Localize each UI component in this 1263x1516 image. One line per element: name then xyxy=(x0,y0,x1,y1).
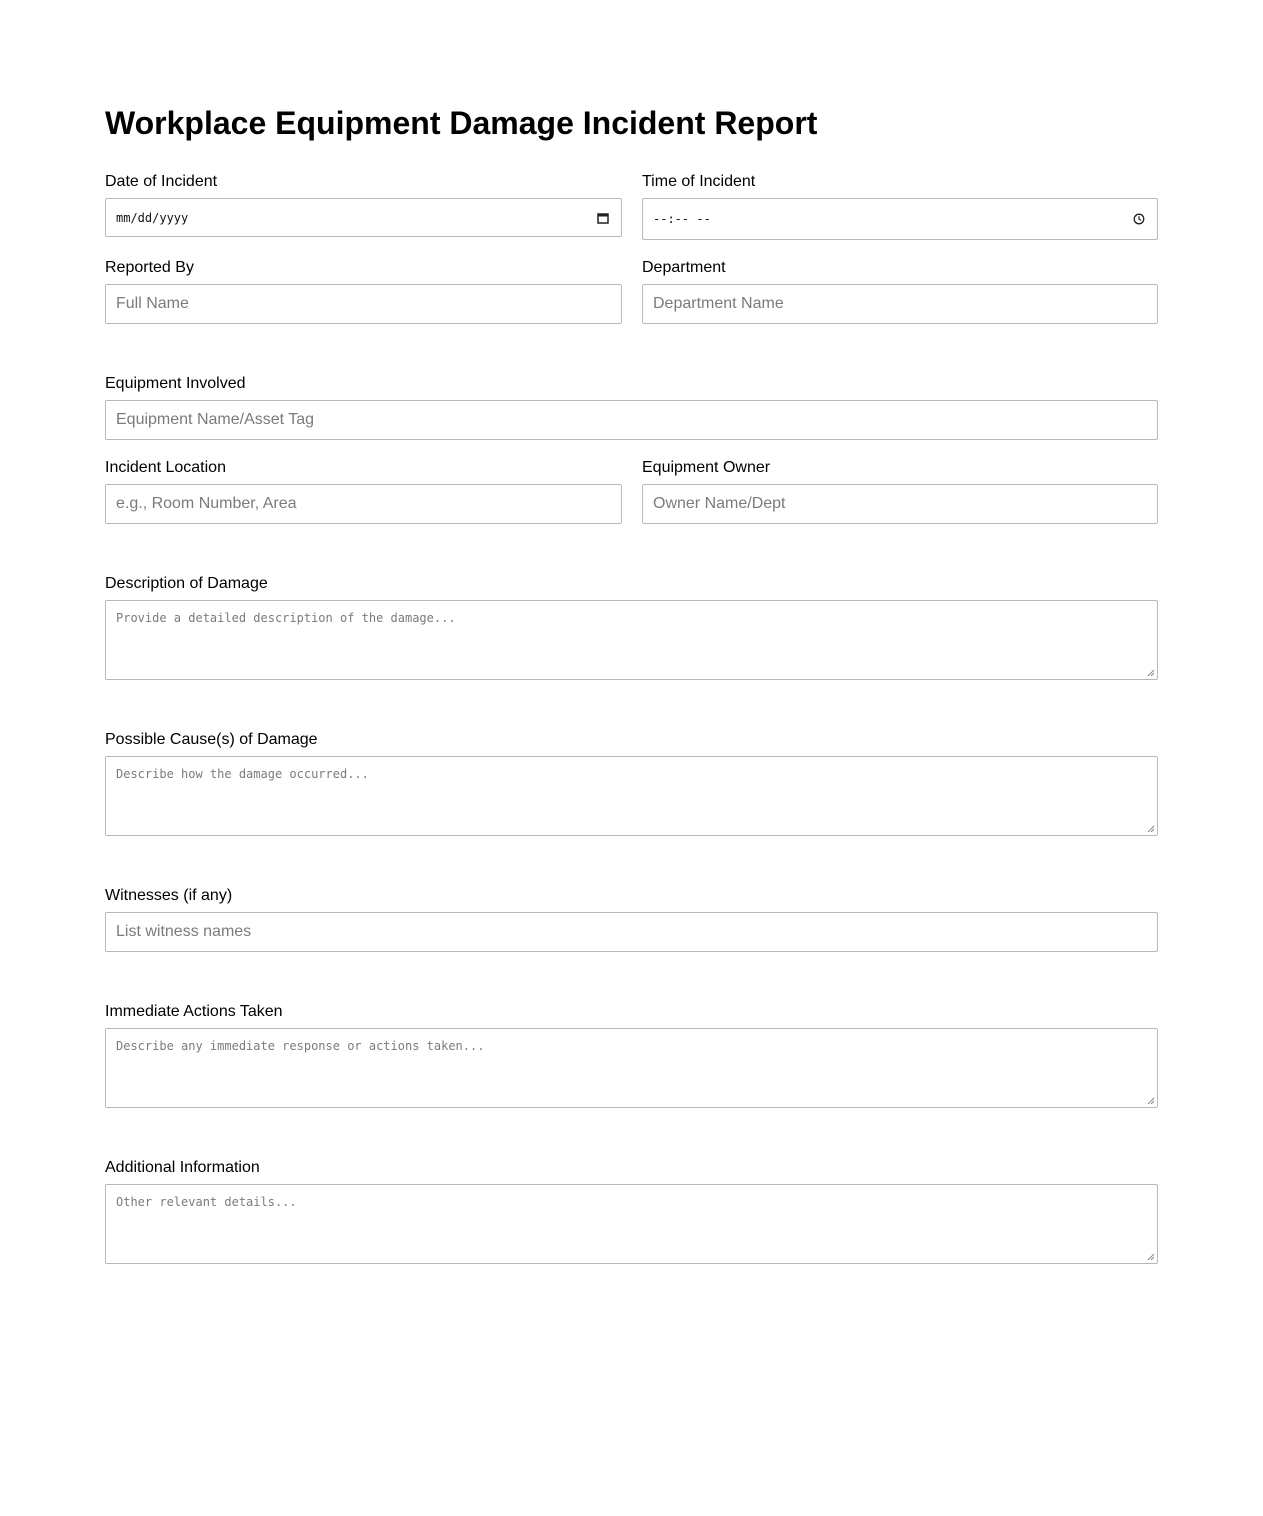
department-input[interactable] xyxy=(642,284,1158,324)
page-title: Workplace Equipment Damage Incident Report xyxy=(105,105,818,141)
department-label: Department xyxy=(642,259,726,276)
resize-handle-icon[interactable] xyxy=(1145,1251,1155,1261)
resize-handle-icon[interactable] xyxy=(1145,823,1155,833)
immediate-actions-label: Immediate Actions Taken xyxy=(105,1003,283,1020)
equipment-owner-field-group xyxy=(642,459,1158,512)
possible-causes-label: Possible Cause(s) of Damage xyxy=(105,731,318,748)
date-field-group xyxy=(105,173,622,225)
immediate-actions-field-group xyxy=(105,1003,1158,1053)
time-field-group xyxy=(642,173,1158,226)
equipment-owner-input[interactable] xyxy=(642,484,1158,524)
additional-info-placeholder: Other relevant details... xyxy=(116,1195,297,1209)
time-of-incident-input[interactable] xyxy=(642,198,1158,240)
incident-location-label: Incident Location xyxy=(105,459,226,476)
incident-location-placeholder: e.g., Room Number, Area xyxy=(116,495,297,512)
calendar-icon[interactable] xyxy=(597,212,609,224)
equipment-involved-label: Equipment Involved xyxy=(105,375,246,392)
resize-handle-icon[interactable] xyxy=(1145,667,1155,677)
clock-icon[interactable] xyxy=(1133,213,1145,225)
description-placeholder: Provide a detailed description of the damage... xyxy=(116,611,456,625)
equipment-involved-input[interactable] xyxy=(105,400,1158,440)
additional-info-field-group xyxy=(105,1159,1158,1209)
date-of-incident-input[interactable] xyxy=(105,198,622,237)
possible-causes-field-group xyxy=(105,731,1158,781)
witnesses-label: Witnesses (if any) xyxy=(105,887,233,904)
additional-info-label: Additional Information xyxy=(105,1159,260,1176)
reported-by-label: Reported By xyxy=(105,259,194,276)
possible-causes-textarea[interactable] xyxy=(105,756,1158,836)
incident-location-input[interactable] xyxy=(105,484,622,524)
time-label: Time of Incident xyxy=(642,173,756,190)
immediate-actions-placeholder: Describe any immediate response or actions taken... xyxy=(116,1039,485,1053)
description-of-damage-textarea[interactable] xyxy=(105,600,1158,680)
immediate-actions-textarea[interactable] xyxy=(105,1028,1158,1108)
date-label: Date of Incident xyxy=(105,173,218,190)
department-field-group xyxy=(642,259,1158,312)
witnesses-input[interactable] xyxy=(105,912,1158,952)
incident-location-field-group xyxy=(105,459,622,512)
equipment-involved-field-group xyxy=(105,375,1158,428)
department-placeholder: Department Name xyxy=(653,295,784,312)
time-placeholder: --:-- -- xyxy=(653,212,711,226)
equipment-involved-placeholder: Equipment Name/Asset Tag xyxy=(116,411,315,428)
witnesses-placeholder: List witness names xyxy=(116,923,252,940)
date-placeholder: mm/dd/yyyy xyxy=(116,210,189,225)
reported-by-input[interactable] xyxy=(105,284,622,324)
reported-by-placeholder: Full Name xyxy=(116,295,189,312)
additional-information-textarea[interactable] xyxy=(105,1184,1158,1264)
equipment-owner-placeholder: Owner Name/Dept xyxy=(653,495,786,512)
description-label: Description of Damage xyxy=(105,575,268,592)
witnesses-field-group xyxy=(105,887,1158,940)
description-field-group xyxy=(105,575,1158,625)
equipment-owner-label: Equipment Owner xyxy=(642,459,771,476)
resize-handle-icon[interactable] xyxy=(1145,1095,1155,1105)
reported-by-field-group xyxy=(105,259,622,312)
possible-causes-placeholder: Describe how the damage occurred... xyxy=(116,767,369,781)
